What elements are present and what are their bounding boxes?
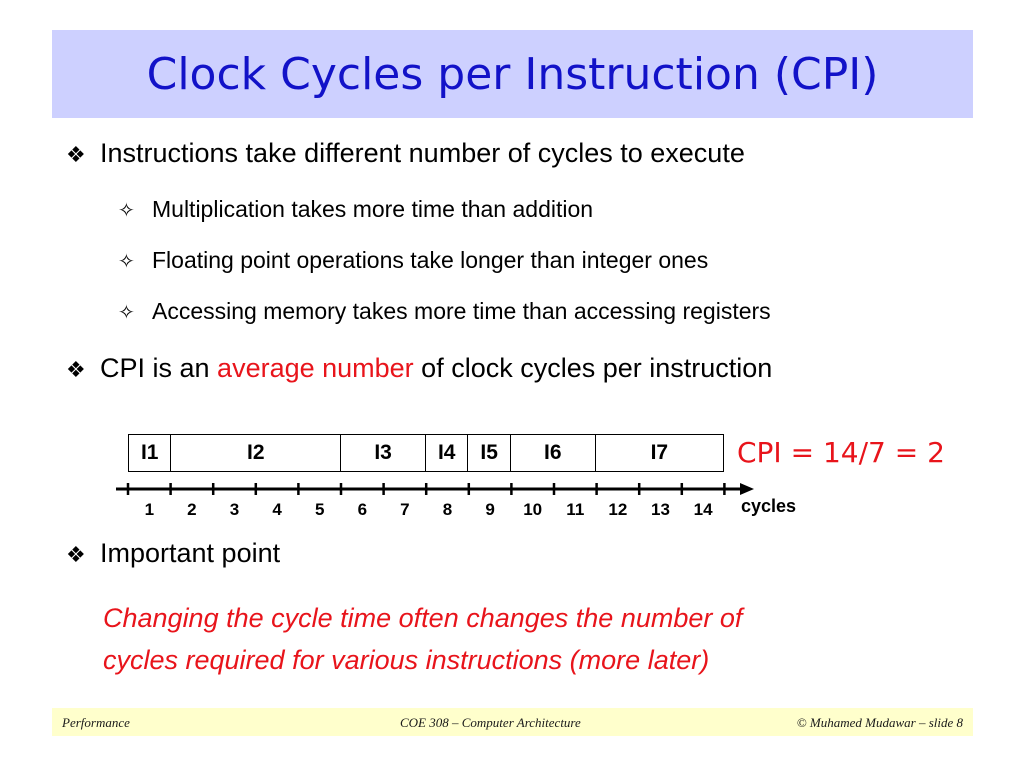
axis-arrow-icon xyxy=(740,483,754,495)
tick-label: 4 xyxy=(272,500,282,519)
instruction-cell-i3: I3 xyxy=(341,435,426,471)
four-diamond-bullet-icon: ❖ xyxy=(66,142,86,167)
footer-topic: Performance xyxy=(62,715,130,730)
tick-label: 10 xyxy=(523,500,543,519)
instruction-cell-i2: I2 xyxy=(171,435,341,471)
highlight-average-number: average number xyxy=(217,353,414,383)
title-band xyxy=(52,30,973,118)
subbullet-text: Accessing memory takes more time than accessing registers xyxy=(152,298,771,324)
footer-course: COE 308 – Computer Architecture xyxy=(400,715,581,730)
instruction-cell-i6: I6 xyxy=(511,435,596,471)
tick-label: 12 xyxy=(608,500,628,519)
tick-label: 5 xyxy=(314,500,325,519)
bullet-text: Instructions take different number of cycles to execute xyxy=(100,138,745,168)
tick-label: 7 xyxy=(400,500,410,519)
footer-slide-number: © Muhamed Mudawar – slide 8 xyxy=(796,715,963,730)
instruction-cell-i5: I5 xyxy=(468,435,510,471)
tick-label: 2 xyxy=(187,500,197,519)
cpi-equation: CPI = 14/7 = 2 xyxy=(737,436,945,469)
tick-label: 8 xyxy=(442,500,453,519)
note-line-1: Changing the cycle time often changes the number of xyxy=(103,603,743,633)
slide-footer xyxy=(52,708,973,736)
tick-label: 13 xyxy=(651,500,670,519)
subbullet-multiplication xyxy=(118,196,593,223)
four-diamond-bullet-icon: ❖ xyxy=(66,542,86,567)
instruction-cell-i1: I1 xyxy=(129,435,171,471)
tick-label: 14 xyxy=(693,500,713,519)
note-line-2: cycles required for various instructions (more later) xyxy=(103,645,710,675)
tick-label: 3 xyxy=(229,500,240,519)
four-pointed-star-bullet-icon: ✧ xyxy=(118,302,135,324)
bullet-text: Important point xyxy=(100,538,281,568)
tick-label: 9 xyxy=(485,500,495,519)
subbullet-text: Floating point operations take longer than integer ones xyxy=(152,247,709,273)
bullet-cpi-definition xyxy=(66,353,772,384)
bullet-important-point xyxy=(66,538,280,569)
four-diamond-bullet-icon: ❖ xyxy=(66,357,86,382)
axis-label-cycles: cycles xyxy=(741,496,797,516)
important-note xyxy=(103,597,963,681)
bullet-instructions xyxy=(66,138,745,169)
tick-label: 11 xyxy=(566,500,585,519)
subbullet-text: Multiplication takes more time than addition xyxy=(152,196,594,222)
instruction-cell-i4: I4 xyxy=(426,435,468,471)
bullet-text-post: of clock cycles per instruction xyxy=(413,353,773,383)
subbullet-memory xyxy=(118,298,771,325)
instruction-cell-i7: I7 xyxy=(650,441,669,464)
tick-label: 1 xyxy=(144,500,155,519)
instruction-timeline-bar xyxy=(128,434,724,472)
tick-label: 6 xyxy=(357,500,368,519)
bullet-text-pre: CPI is an xyxy=(100,353,218,383)
four-pointed-star-bullet-icon: ✧ xyxy=(118,200,135,222)
four-pointed-star-bullet-icon: ✧ xyxy=(118,251,135,273)
subbullet-floating-point xyxy=(118,247,708,274)
slide-title: Clock Cycles per Instruction (CPI) xyxy=(146,48,879,100)
